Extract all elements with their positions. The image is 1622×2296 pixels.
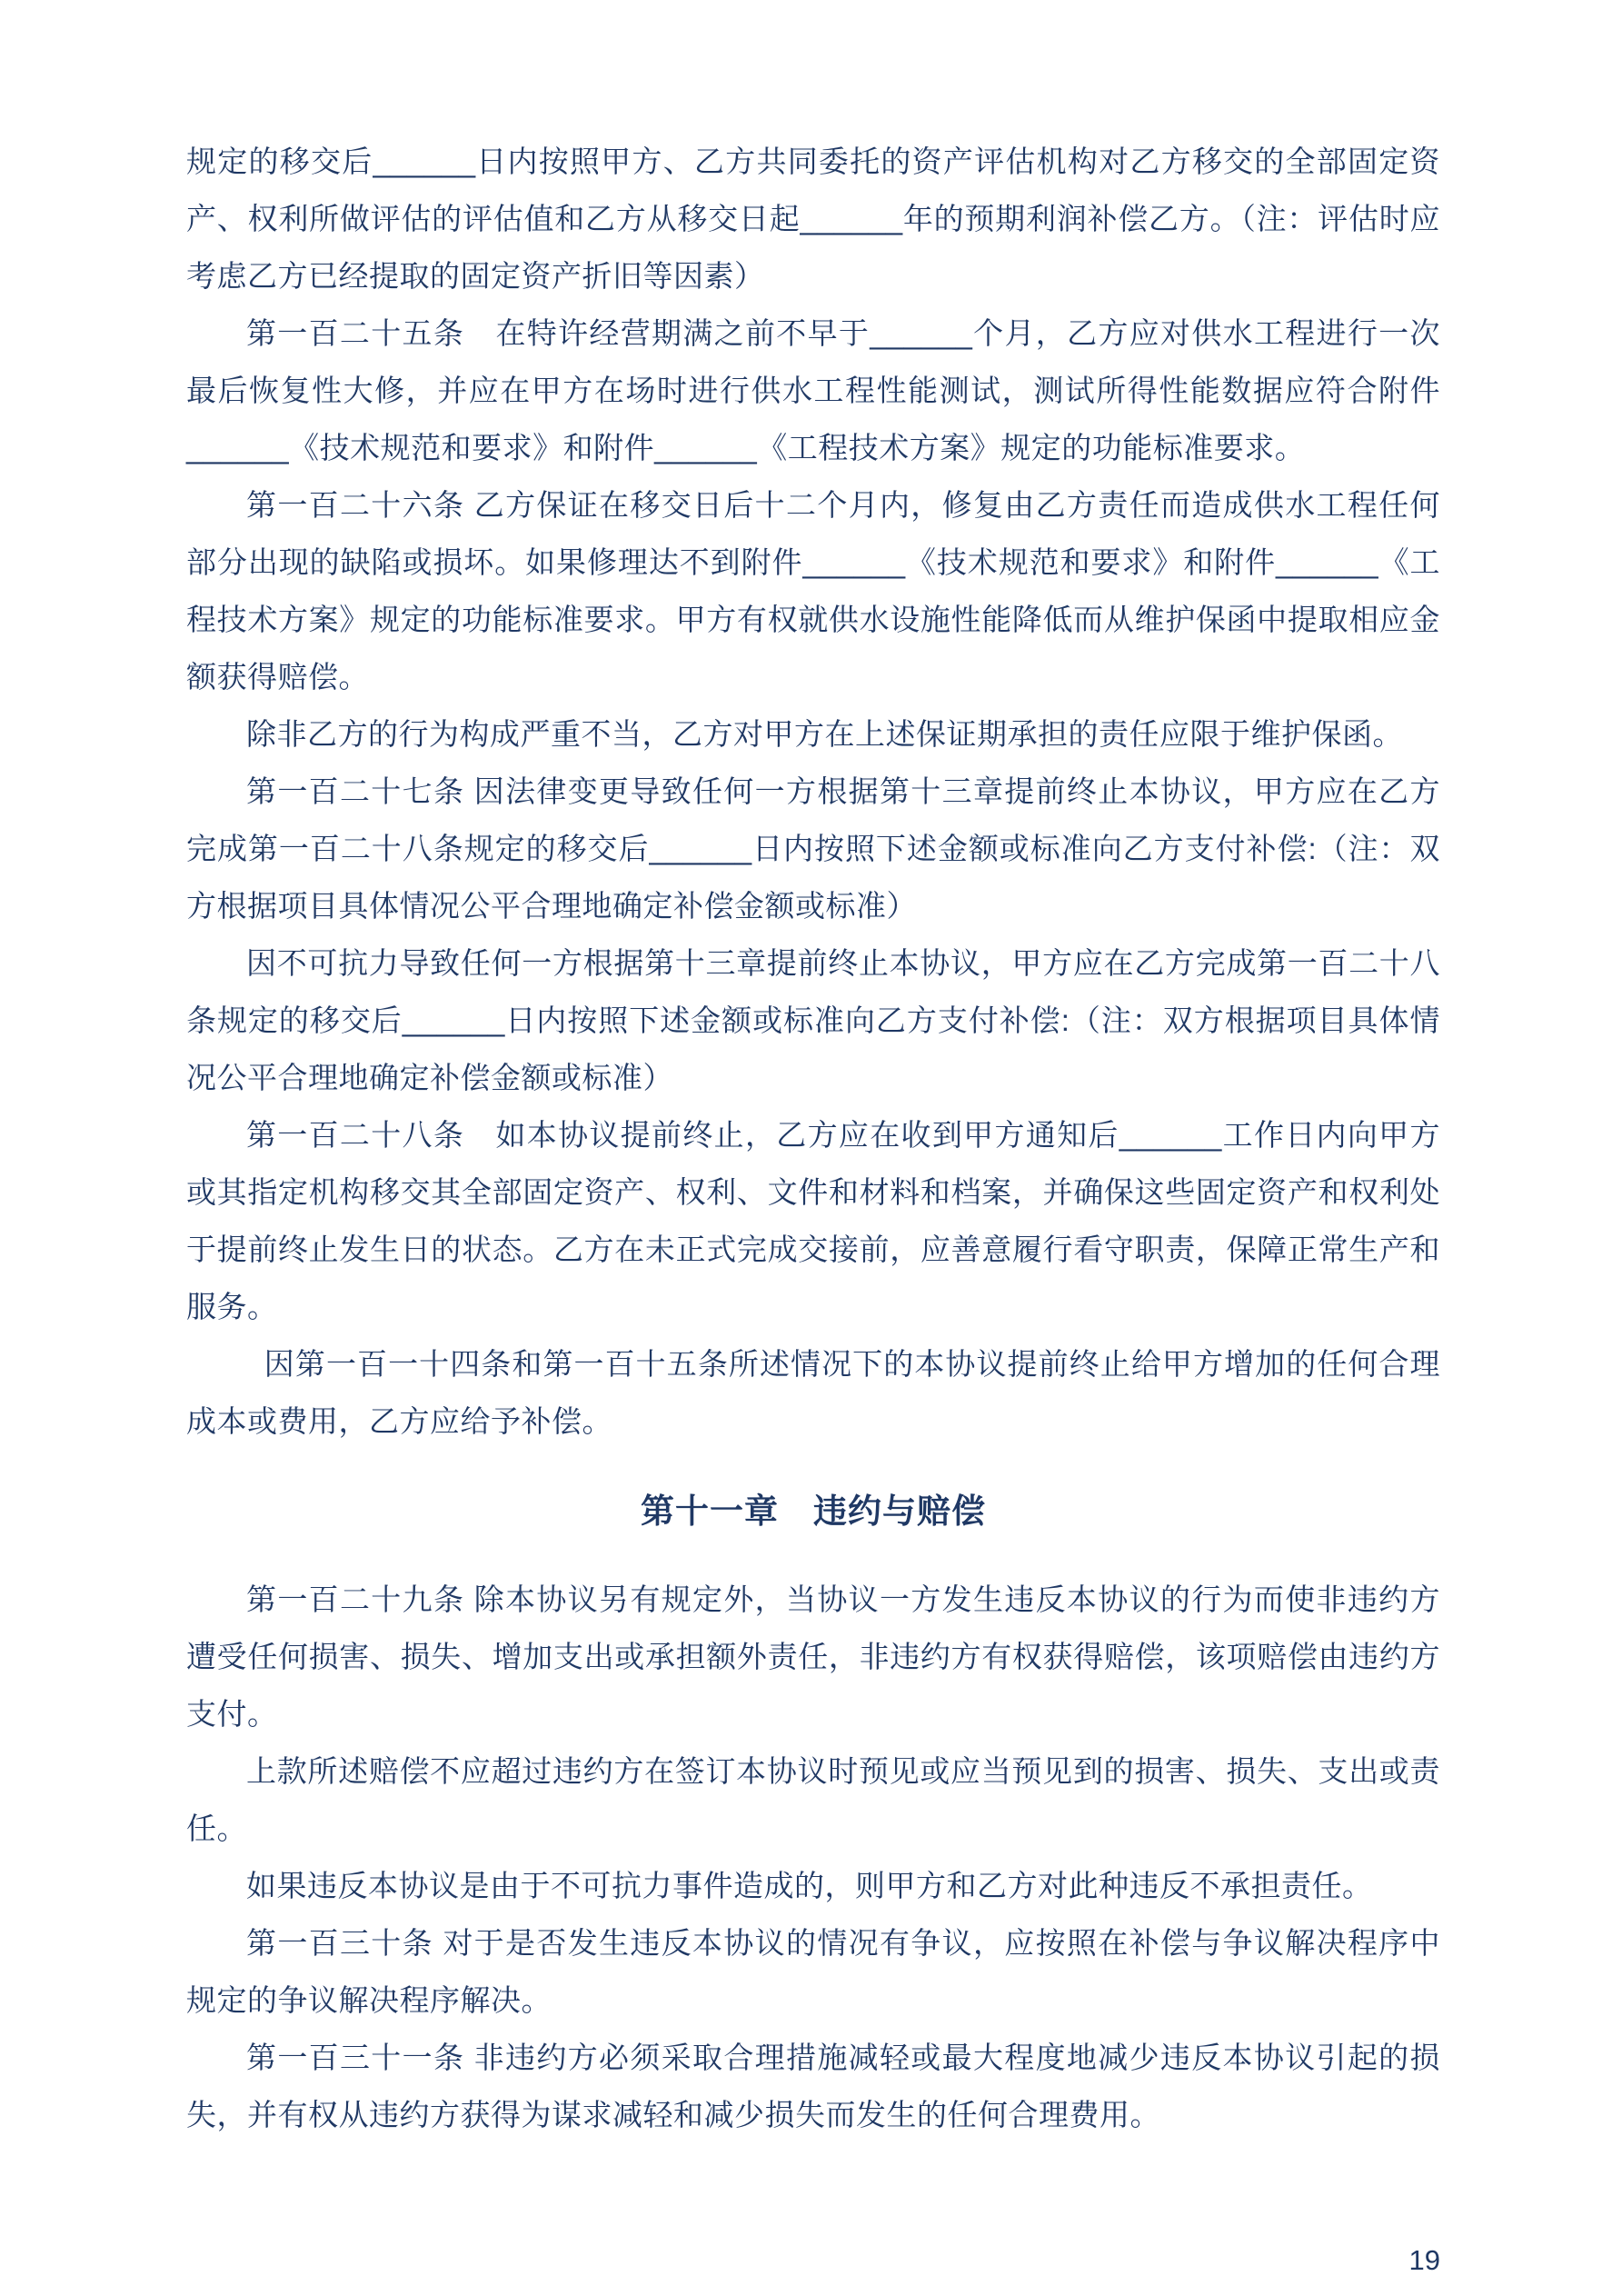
paragraph-article-130: 第一百三十条 对于是否发生违反本协议的情况有争议，应按照在补偿与争议解决程序中规定的争议解决程序解决。 [186,1926,1440,2017]
paragraph-article-128: 第一百二十八条 如本协议提前终止，乙方应在收到甲方通知后______工作日内向甲方或其指定机构移交其全部固定资产、权利、文件和材料和档案，并确保这些固定资产和权利处于提前终止发生日的状态。乙方在未正式完成交接前，应善意履行看守职责，保障正常生产和服务。 [186,1118,1440,1323]
paragraph-compensation-limit: 上款所述赔偿不应超过违约方在签订本协议时预见或应当预见到的损害、损失、支出或责任。 [186,1754,1440,1845]
paragraph-article-129: 第一百二十九条 除本协议另有规定外，当协议一方发生违反本协议的行为而使非违约方遭受任何损害、损失、增加支出或承担额外责任，非违约方有权获得赔偿，该项赔偿由违约方支付。 [186,1582,1440,1731]
page-number: 19 [1408,2244,1440,2276]
paragraph-force-majeure-liability: 如果违反本协议是由于不可抗力事件造成的，则甲方和乙方对此种违反不承担责任。 [246,1869,1373,1902]
paragraph-article-127: 第一百二十七条 因法律变更导致任何一方根据第十三章提前终止本协议，甲方应在乙方完成第一百二十八条规定的移交后______日内按照下述金额或标准向乙方支付补偿:（注：双方根据项目具体情况公平合理地确定补偿金额或标准） [186,774,1440,923]
paragraph-force-majeure-compensation: 因不可抗力导致任何一方根据第十三章提前终止本协议，甲方应在乙方完成第一百二十八条规定的移交后______日内按照下述金额或标准向乙方支付补偿:（注：双方根据项目具体情况公平合理地确定补偿金额或标准） [186,946,1440,1094]
paragraph-article-131: 第一百三十一条 非违约方必须采取合理措施减轻或最大程度地减少违反本协议引起的损失，并有权从违约方获得为谋求减轻和减少损失而发生的任何合理费用。 [186,2041,1440,2131]
paragraph-warranty-limit: 除非乙方的行为构成严重不当，乙方对甲方在上述保证期承担的责任应限于维护保函。 [246,717,1403,751]
document-body [186,133,1440,2143]
paragraph-article-125: 第一百二十五条 在特许经营期满之前不早于______个月，乙方应对供水工程进行一次最后恢复性大修，并应在甲方在场时进行供水工程性能测试，测试所得性能数据应符合附件______《技术规范和要求》和附件______《工程技术方案》规定的功能标准要求。 [186,316,1440,464]
chapter-heading: 第十一章 违约与赔偿 [641,1492,986,1530]
paragraph-article-126: 第一百二十六条 乙方保证在移交日后十二个月内，修复由乙方责任而造成供水工程任何部分出现的缺陷或损坏。如果修理达不到附件______《技术规范和要求》和附件______《工程技术方案》规定的功能标准要求。甲方有权就供水设施性能降低而从维护保函中提取相应金额获得赔偿。 [186,488,1440,694]
paragraph-early-termination-costs: 因第一百一十四条和第一百十五条所述情况下的本协议提前终止给甲方增加的任何合理成本或费用，乙方应给予补偿。 [186,1347,1440,1438]
paragraph-continuation: 规定的移交后______日内按照甲方、乙方共同委托的资产评估机构对乙方移交的全部固定资产、权利所做评估的评估值和乙方从移交日起______年的预期利润补偿乙方。（注：评估时应考虑乙方已经提取的固定资产折旧等因素） [186,145,1440,293]
